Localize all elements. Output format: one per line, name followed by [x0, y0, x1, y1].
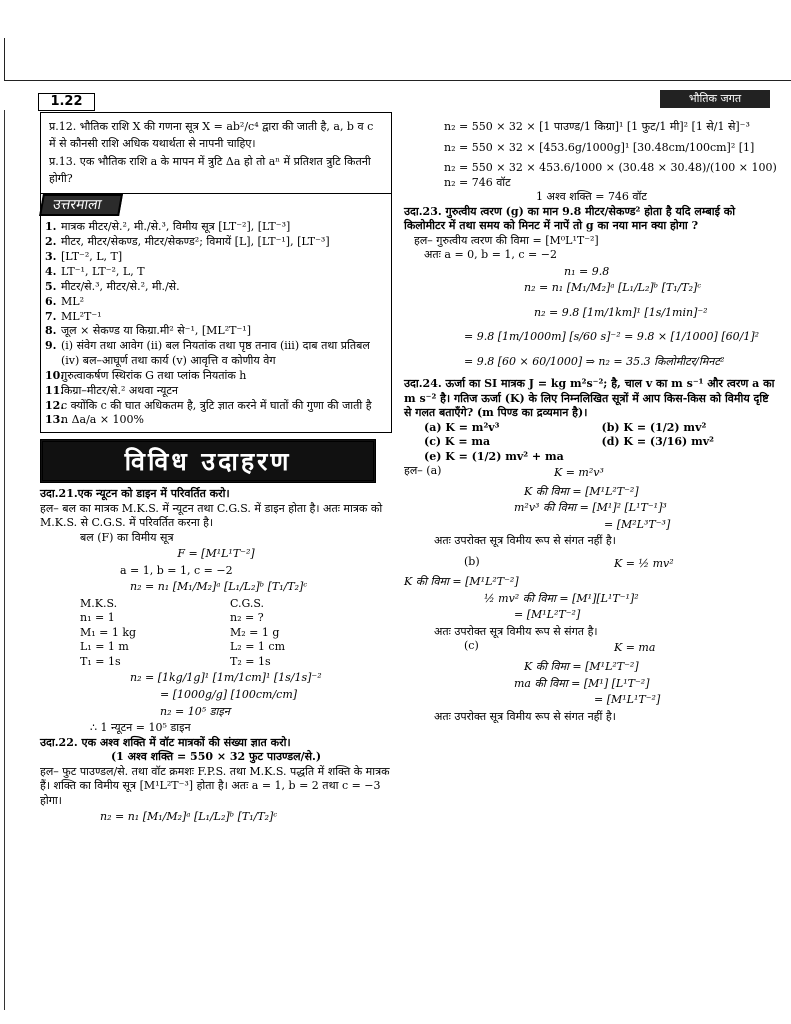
answer-item [45, 399, 387, 414]
example-24-a2: K की विमा = [M¹L²T⁻²] [524, 484, 639, 498]
answer-number: 10. [45, 368, 65, 382]
example-24-part-a-label: हल– (a) [404, 464, 442, 478]
answer-text: किग्रा–मीटर/से.² अथवा न्यूटन [61, 383, 179, 397]
answer-item [45, 220, 387, 235]
answer-item [45, 324, 387, 339]
mks-value: M₁ = 1 kg [80, 625, 137, 639]
example-21-title: उदा.21.एक न्यूटन को डाइन में परिवर्तित करो। [40, 487, 230, 501]
option-item: (b) K = (1/2) mv² [601, 420, 707, 434]
answer-text: LT⁻¹, LT⁻², L, T [61, 265, 145, 278]
answer-text: जूल × सेकण्ड या किग्रा.मी² से⁻¹, [ML²T⁻¹] [61, 324, 251, 338]
example-21-step-3: n₂ = 10⁵ डाइन [160, 704, 230, 718]
answer-item [45, 265, 387, 280]
option-item: (c) K = ma [424, 435, 491, 449]
answer-item [45, 250, 387, 265]
example-24-c2: K की विमा = [M¹L²T⁻²] [524, 659, 639, 673]
answer-item [45, 235, 387, 250]
answers-box [40, 194, 392, 433]
example-24-c3: ma की विमा = [M¹] [L¹T⁻²] [514, 676, 650, 690]
example-24-options [404, 421, 779, 465]
answer-number: 11. [45, 383, 65, 397]
cgs-value: T₂ = 1s [230, 654, 271, 668]
answer-item [45, 280, 387, 295]
right-column [404, 112, 779, 724]
example-22-row-4: n₂ = 746 वॉट [444, 175, 511, 189]
example-24-b5: अतः उपरोक्त सूत्र विमीय रूप से संगत है। [434, 624, 598, 638]
answer-item [45, 295, 387, 310]
answer-number: 3. [45, 250, 57, 264]
example-22-row-2: n₂ = 550 × 32 × [453.6g/1000g]¹ [30.48cm/100cm]² [1] [444, 140, 755, 154]
answer-text: ML² [61, 294, 84, 308]
example-24-b4: = [M¹L²T⁻²] [514, 608, 581, 622]
example-24-part-b-row [404, 555, 779, 574]
questions-box [40, 112, 392, 194]
example-24-a1: K = m²v³ [554, 466, 604, 480]
answer-number: 12. [45, 398, 65, 412]
example-24-part-b-label: (b) [464, 554, 480, 568]
example-23-general-formula: n₂ = n₁ [M₁/M₂]ᵃ [L₁/L₂]ᵇ [T₁/T₂]ᶜ [524, 281, 702, 295]
answer-item [45, 310, 387, 325]
example-24-a5: अतः उपरोक्त सूत्र विमीय रूप से संगत नहीं है। [434, 534, 616, 548]
example-23-step-1: n₂ = 9.8 [1m/1km]¹ [1s/1min]⁻² [534, 305, 708, 319]
example-24-c5: अतः उपरोक्त सूत्र विमीय रूप से संगत नहीं है। [434, 709, 616, 723]
example-23-solution: हल– गुरुत्वीय त्वरण की विमा = [M⁰L¹T⁻²] [414, 233, 599, 247]
answer-number: 7. [45, 309, 57, 323]
answer-text: मीटर, मीटर/सेकण्ड, मीटर/सेकण्ड²; विमायें [L], [LT⁻¹], [LT⁻³] [61, 235, 330, 249]
answer-number: 6. [45, 294, 57, 308]
answer-text: [LT⁻², L, T] [61, 250, 123, 264]
cgs-value: M₂ = 1 g [230, 625, 280, 639]
scan-border [4, 38, 791, 81]
option-item: (a) K = m²v³ [424, 420, 500, 434]
example-24-c4: = [M¹L¹T⁻²] [594, 693, 661, 707]
answer-number: 13. [45, 413, 65, 427]
example-21-general-formula: n₂ = n₁ [M₁/M₂]ᵃ [L₁/L₂]ᵇ [T₁/T₂]ᶜ [130, 580, 308, 594]
example-21-solution: हल– बल का मात्रक M.K.S. में न्यूटन तथा C.G.S. में डाइन होता है। अतः मात्रक को M.K.S. से C.G.S. में परिवर्तित करना है। [40, 501, 383, 530]
example-23-step-3: = 9.8 [60 × 60/1000] ⇒ n₂ = 35.3 किलोमीटर/मिनट² [464, 354, 725, 368]
example-22-row-3: n₂ = 550 × 32 × 453.6/1000 × (30.48 × 30.48)/(100 × 100) [444, 161, 777, 175]
example-21-step-1: n₂ = [1kg/1g]¹ [1m/1cm]¹ [1s/1s]⁻² [130, 671, 322, 685]
option-item: (e) K = (1/2) mv² + ma [424, 449, 564, 463]
mks-column [80, 597, 230, 670]
example-24-c1: K = ma [614, 641, 656, 655]
answers-list [45, 220, 387, 428]
answer-item [45, 339, 387, 369]
example-24-a4: = [M²L³T⁻³] [604, 517, 671, 531]
answer-text: मात्रक मीटर/से.², मी./से.³, विमीय सूत्र [LT⁻²], [LT⁻³] [61, 220, 291, 234]
answer-number: 2. [45, 235, 57, 249]
answers-title: उत्तरमाला [39, 194, 123, 216]
cgs-value: L₂ = 1 cm [230, 640, 286, 654]
example-24-b3: ½ mv² की विमा = [M¹][L¹T⁻¹]² [484, 591, 639, 605]
answer-item [45, 384, 387, 399]
example-24-part-a-row [404, 464, 779, 483]
answer-number: 1. [45, 220, 57, 234]
mks-value: T₁ = 1s [80, 654, 121, 668]
example-22-result: 1 अश्व शक्ति = 746 वॉट [536, 190, 647, 204]
answer-number: 8. [45, 324, 57, 338]
book-section-label: भौतिक जगत [660, 90, 770, 108]
mks-value: M.K.S. [80, 596, 118, 610]
example-23-n1: n₁ = 9.8 [564, 264, 610, 278]
cgs-column [230, 597, 380, 670]
answer-item [45, 369, 387, 384]
answer-text: गुरुत्वाकर्षण स्थिरांक G तथा प्लांक नियतांक h [61, 368, 247, 382]
example-21-step-2: = [1000g/g] [100cm/cm] [160, 687, 298, 701]
example-24-part-c-row [404, 639, 779, 658]
answer-text: c क्योंकि c की घात अधिकतम है, त्रुटि ज्ञात करने में घातों की गुणा की जाती है [61, 398, 372, 412]
example-24-a3: m²v³ की विमा = [M¹]² [L¹T⁻¹]³ [514, 501, 667, 515]
question-13: प्र.13. एक भौतिक राशि a के मापन में त्रुटि Δa हो तो aⁿ में प्रतिशत त्रुटि कितनी होगी? [49, 155, 371, 185]
left-column [40, 112, 392, 827]
answer-item [45, 413, 387, 428]
cgs-value: C.G.S. [230, 596, 265, 610]
example-23-abc: अतः a = 0, b = 1, c = −2 [424, 248, 557, 262]
example-21-result: ∴ 1 न्यूटन = 10⁵ डाइन [90, 721, 191, 735]
cgs-value: n₂ = ? [230, 611, 264, 625]
example-24-b2: K की विमा = [M¹L²T⁻²] [404, 575, 519, 589]
example-21-abc: a = 1, b = 1, c = −2 [120, 563, 233, 577]
answer-text: ML²T⁻¹ [61, 309, 102, 323]
example-23-step-2: = 9.8 [1m/1000m] [s/60 s]⁻² = 9.8 × [1/1000] [60/1]² [464, 330, 760, 344]
option-item: (d) K = (3/16) mv² [601, 435, 714, 449]
example-24-b1: K = ½ mv² [614, 556, 674, 570]
example-24-part-c-label: (c) [464, 639, 479, 653]
example-22-solution: हल– फुट पाउण्डल/से. तथा वॉट क्रमशः F.P.S. तथा M.K.S. पद्धति में शक्ति के मात्रक हैं। शक्ति का विमीय सूत्र [M¹L²T⁻³] होता है। अतः a = 1, b = 2 तथा c = −3 होगा। [40, 764, 390, 807]
page-number: 1.22 [38, 93, 95, 111]
example-22-general-formula: n₂ = n₁ [M₁/M₂]ᵃ [L₁/L₂]ᵇ [T₁/T₂]ᶜ [100, 810, 278, 824]
example-24-title: उदा.24. ऊर्जा का SI मात्रक J = kg m²s⁻²; है, चाल v का m s⁻¹ और त्वरण a का m s⁻² है। गतिज ऊर्जा (K) के लिए निम्नलिखित सूत्रों में आप किस-किस को विमीय दृष्टि से गलत बताएँगे? (m पिण्ड का द्रव्यमान है)। [404, 377, 775, 420]
answer-number: 9. [45, 339, 57, 353]
section-banner: विविध उदाहरण [40, 439, 376, 483]
unit-systems-table [40, 597, 392, 670]
answer-text: मीटर/से.³, मीटर/से.², मी./से. [61, 279, 180, 293]
mks-value: n₁ = 1 [80, 611, 115, 625]
scan-edge [4, 110, 5, 1010]
example-22-row-1: n₂ = 550 × 32 × [1 पाउण्ड/1 किग्रा]¹ [1 फुट/1 मी]² [1 से/1 से]⁻³ [444, 120, 750, 133]
answer-number: 4. [45, 265, 57, 278]
example-21-dim-label: बल (F) का विमीय सूत्र [80, 530, 174, 544]
answer-text: n Δa/a × 100% [61, 413, 145, 427]
question-12: प्र.12. भौतिक राशि X की गणना सूत्र X = ab²/c⁴ द्वारा की जाती है, a, b व c में से कौनसी राशि अधिक यथार्थता से नापनी चाहिए। [49, 120, 374, 150]
example-22-given: (1 अश्व शक्ति = 550 × 32 फुट पाउण्डल/से.) [110, 750, 322, 764]
answer-number: 5. [45, 279, 57, 293]
answer-text: (i) संवेग तथा आवेग (ii) बल नियतांक तथा पृष्ठ तनाव (iii) दाब तथा प्रतिबल (iv) बल–आघूर्ण तथा कार्य (v) आवृत्ति व कोणीय वेग [61, 339, 370, 368]
example-21-dim-formula: F = [M¹L¹T⁻²] [177, 547, 255, 561]
example-23-title: उदा.23. गुरुत्वीय त्वरण (g) का मान 9.8 मीटर/सेकण्ड² होता है यदि लम्बाई को किलोमीटर में तथा समय को मिनट में नापें तो g का नया मान क्या होगा ? [404, 204, 736, 233]
example-22-title: उदा.22. एक अश्व शक्ति में वॉट मात्रकों की संख्या ज्ञात करो। [40, 735, 291, 749]
mks-value: L₁ = 1 m [80, 640, 129, 654]
